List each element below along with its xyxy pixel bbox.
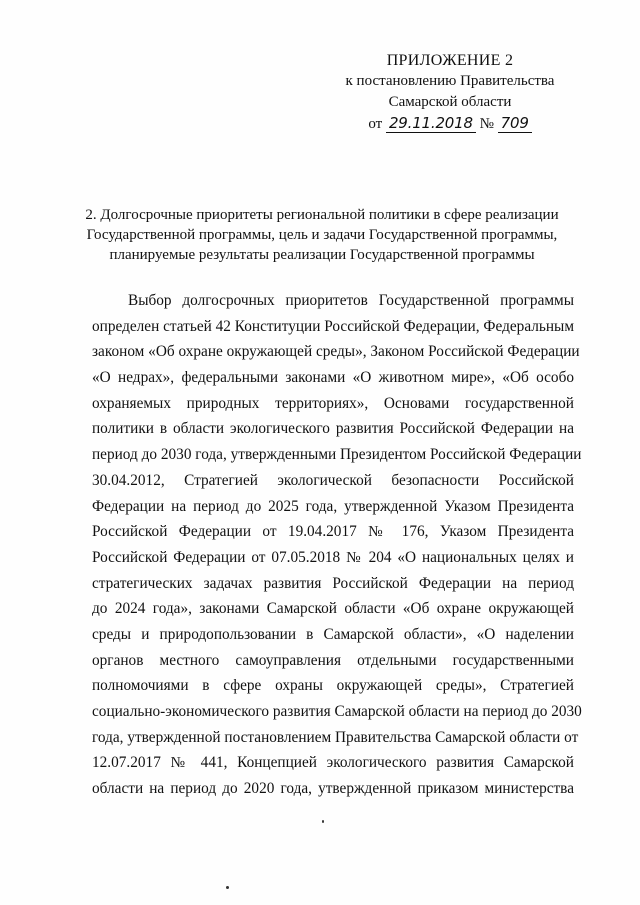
section-title-line-2: Государственной программы, цель и задачи Государственной программы, bbox=[86, 227, 558, 243]
body-line: до 2024 года», законами Самарской области «Об охране окружающей bbox=[92, 600, 574, 618]
body-line: период до 2030 года, утвержденными Президентом Российской Федерации bbox=[92, 446, 582, 464]
body-line: области на период до 2020 года, утвержденной приказом министерства bbox=[92, 780, 574, 798]
handwritten-date: 29.11.2018 bbox=[386, 114, 476, 133]
body-line: года, утвержденной постановлением Правительства Самарской области от bbox=[92, 728, 579, 746]
scan-speck bbox=[226, 886, 229, 889]
body-line: Российской Федерации от 07.05.2018 № 204 «О национальных целях и bbox=[92, 548, 574, 566]
appendix-line-2: Самарской области bbox=[388, 94, 512, 110]
body-line: законом «Об охране окружающей среды», Законом Российской Федерации bbox=[92, 343, 580, 361]
body-line: 30.04.2012, Стратегией экологической безопасности Российской bbox=[92, 471, 574, 489]
body-line: политики в области экологического развития Российской Федерации на bbox=[92, 420, 574, 438]
section-title-line-3: планируемые результаты реализации Государственной программы bbox=[109, 247, 535, 263]
appendix-heading: ПРИЛОЖЕНИЕ 2 bbox=[386, 52, 514, 69]
body-line: полномочиями в сфере охраны окружающей среды», Стратегией bbox=[92, 677, 574, 695]
number-sign: № bbox=[479, 116, 494, 132]
body-line: 12.07.2017 № 441, Концепцией экологического развития Самарской bbox=[92, 754, 574, 772]
body-line: охраняемых природных территориях», Основами государственной bbox=[92, 394, 574, 412]
body-line: Федерации на период до 2025 года, утвержденной Указом Президента bbox=[92, 497, 574, 515]
body-line: среды и природопользовании в Самарской области», «О наделении bbox=[92, 625, 574, 643]
body-line: Российской Федерации от 19.04.2017 № 176, Указом Президента bbox=[92, 523, 574, 541]
section-title bbox=[72, 205, 572, 265]
body-line: «О недрах», федеральными законами «О животном мире», «Об особо bbox=[92, 369, 574, 387]
appendix-header bbox=[300, 50, 600, 135]
body-line: органов местного самоуправления отдельными государственными bbox=[92, 651, 574, 669]
scan-speck bbox=[322, 820, 324, 823]
body-line: Выбор долгосрочных приоритетов Государственной программы bbox=[128, 292, 574, 309]
body-line: стратегических задачах развития Российской Федерации на период bbox=[92, 574, 574, 592]
date-prefix: от bbox=[368, 116, 383, 132]
appendix-line-1: к постановлению Правительства bbox=[345, 73, 555, 89]
body-line: социально-экономического развития Самарской области на период до 2030 bbox=[92, 703, 582, 720]
section-title-line-1: 2. Долгосрочные приоритеты региональной политики в сфере реализации bbox=[85, 207, 559, 223]
body-paragraph bbox=[92, 288, 582, 802]
handwritten-number: 709 bbox=[498, 114, 532, 133]
appendix-date-line bbox=[368, 113, 531, 135]
body-line: определен статьей 42 Конституции Российской Федерации, Федеральным bbox=[92, 317, 574, 335]
